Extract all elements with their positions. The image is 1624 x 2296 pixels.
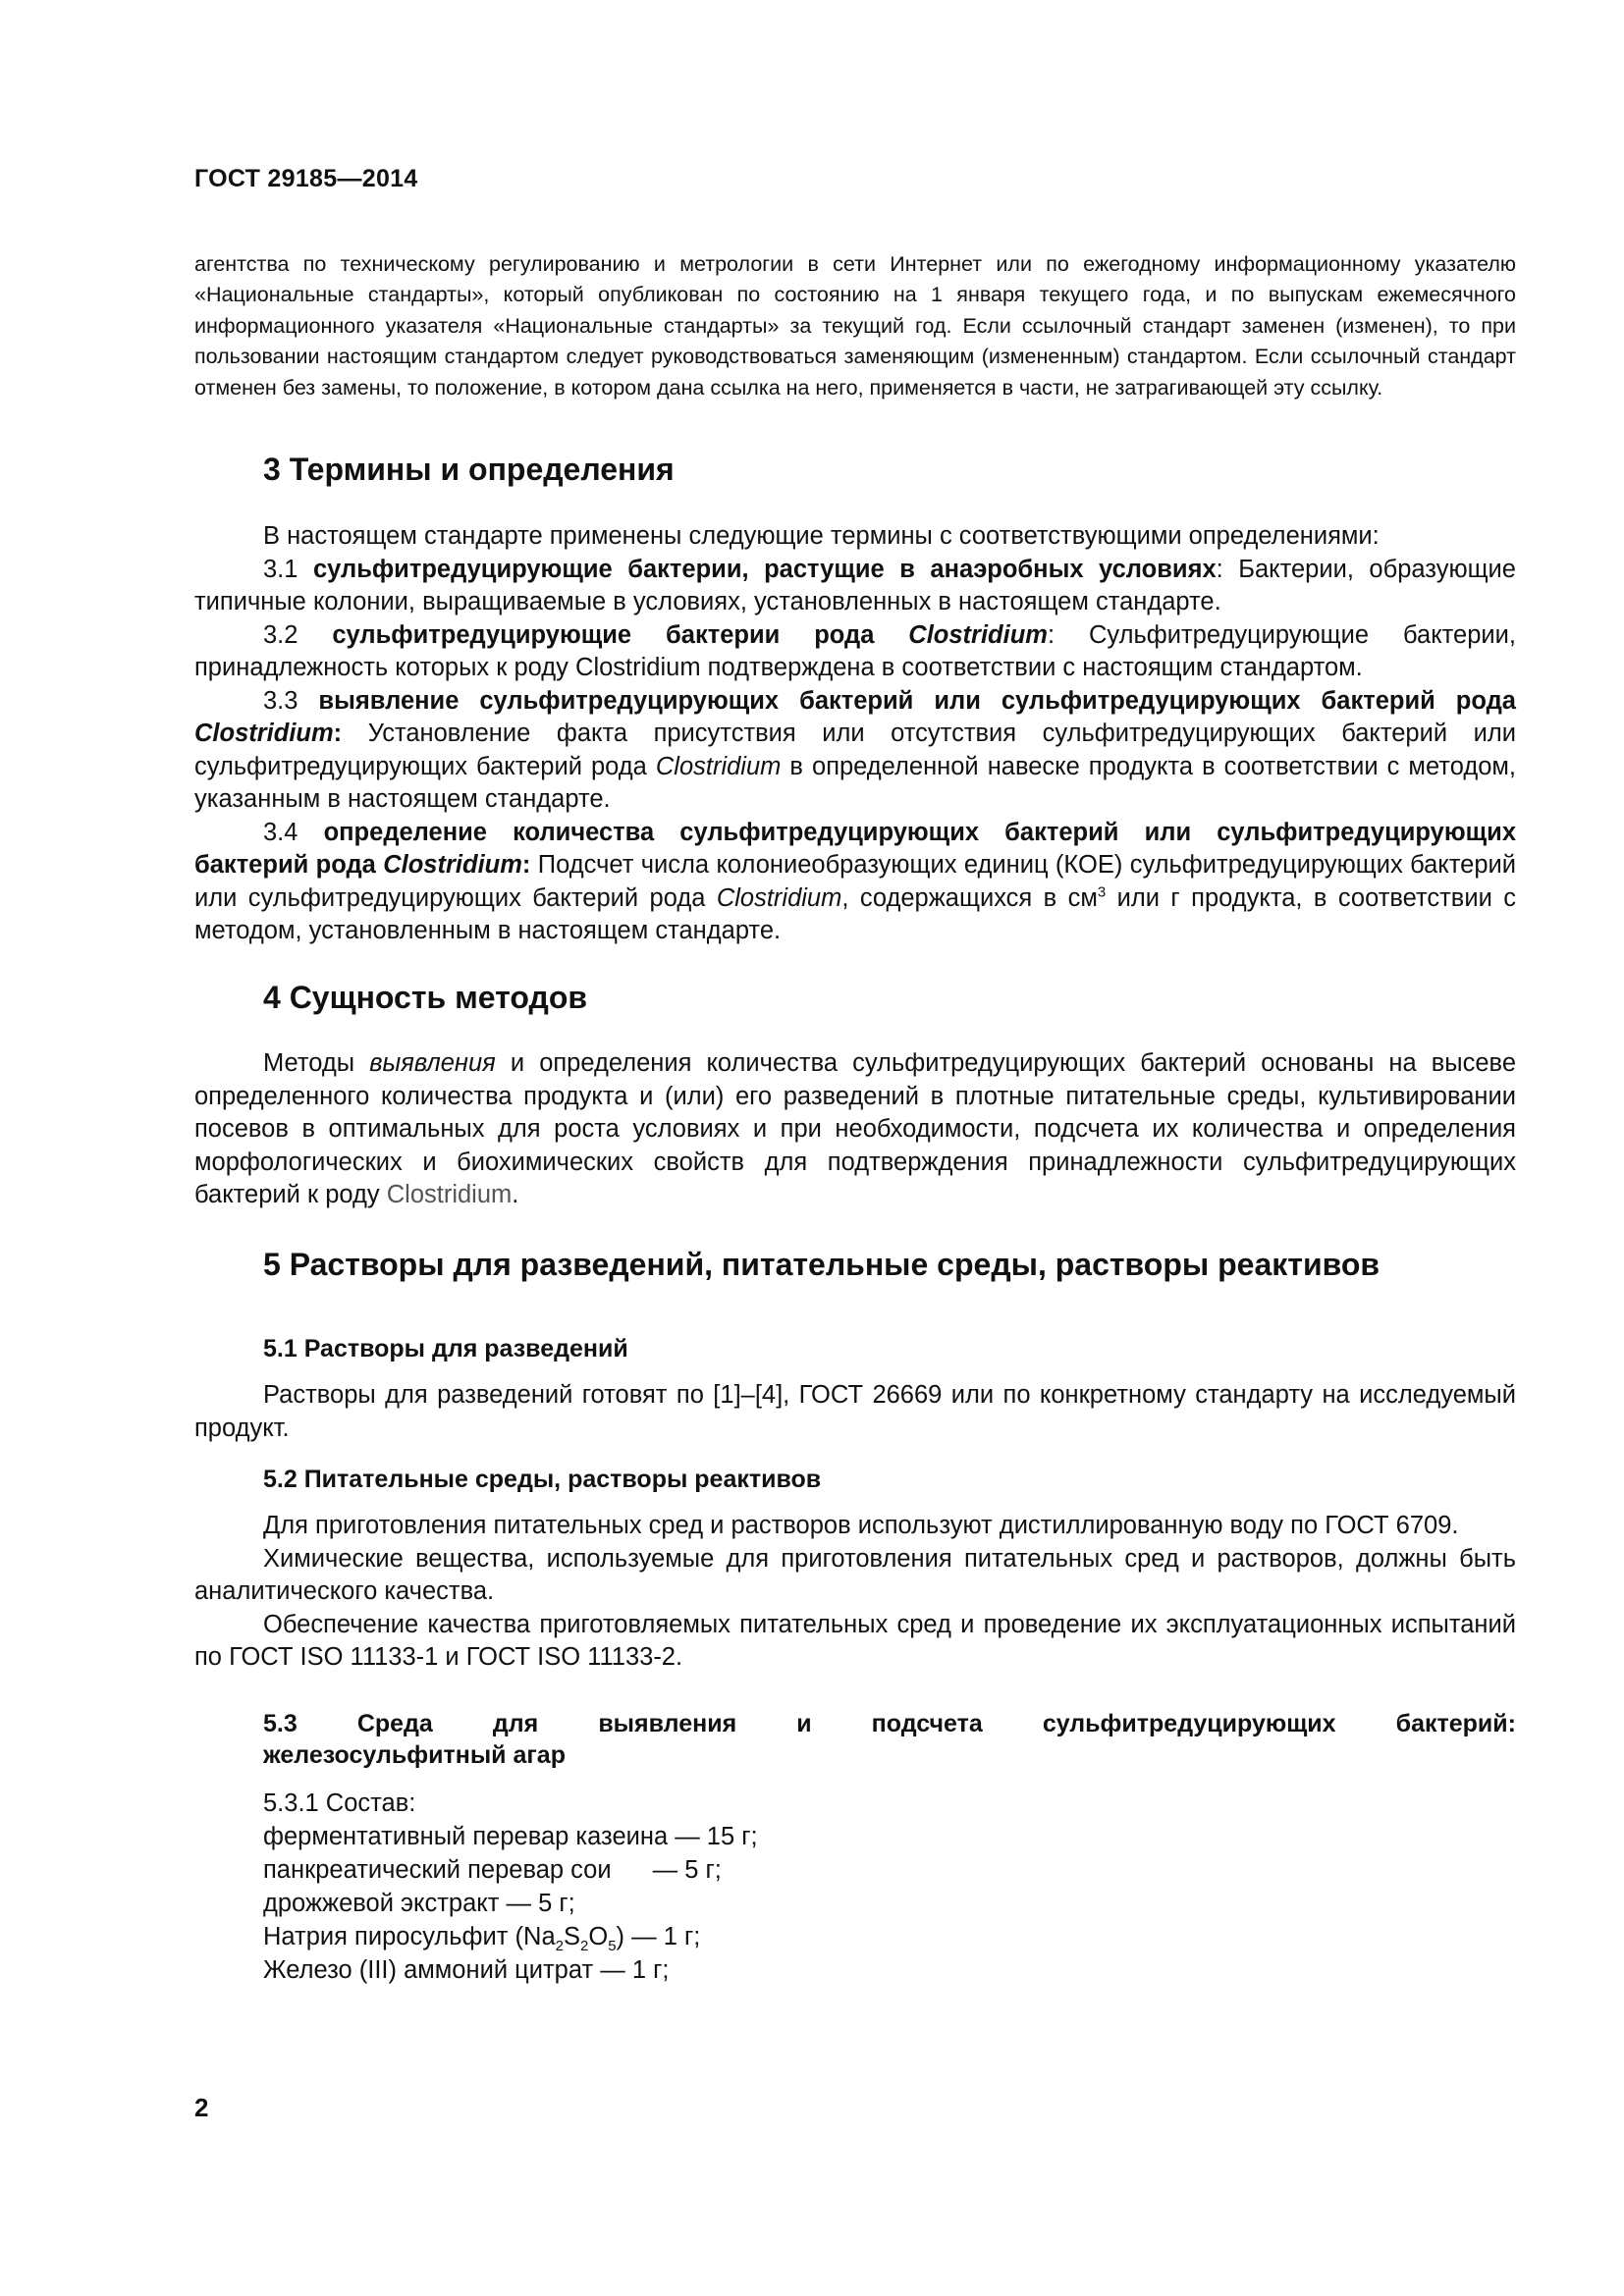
list-item: дрожжевой экстракт — 5 г;: [263, 1890, 575, 1917]
section-3-body: [194, 520, 1516, 948]
section-3-lead: В настоящем стандарте применены следующие термины с соответствующими определениями:: [263, 522, 1380, 550]
section-5-2-paragraph-1: Для приготовления питательных сред и растворов используют дистиллированную воду по ГОСТ 6709.: [263, 1512, 1459, 1539]
term-3-2: 3.2 сульфитредуцирующие бактерии рода Clostridium: Сульфитредуцирующие бактерии, принадлежность которых к роду Clostridium подтверждена в соответствии с настоящим стандартом.: [194, 620, 1516, 681]
document-code-header: ГОСТ 29185—2014: [194, 165, 418, 192]
section-5-1-heading: 5.1 Растворы для разведений: [263, 1335, 628, 1362]
section-4-heading: 4 Сущность методов: [263, 980, 588, 1015]
composition-list: [263, 1787, 758, 1987]
section-3-heading: 3 Термины и определения: [263, 452, 675, 487]
term-3-3: 3.3 выявление сульфитредуцирующих бактерий или сульфитредуцирующих бактерий рода Clostridium: Установление факта присутствия или отсутствия сульфитредуцирующих бактерий или сульфитредуцирующих бактерий рода Clostridium в определенной навеске продукта в соответствии с методом, указанным в настоящем стандарте.: [194, 686, 1516, 813]
section-5-2-paragraph-3: Обеспечение качества приготовляемых питательных сред и проведение их эксплуатационных испытаний по ГОСТ ISO 11133-1 и ГОСТ ISO 11133-2.: [194, 1610, 1516, 1671]
composition-label: 5.3.1 Состав:: [263, 1789, 416, 1817]
section-5-1-body: [194, 1379, 1516, 1445]
term-3-1: 3.1 сульфитредуцирующие бактерии, растущие в анаэробных условиях: Бактерии, образующие типичные колонии, выращиваемые в условиях, установленных в настоящем стандарте.: [194, 555, 1516, 615]
section-5-1-paragraph: Растворы для разведений готовят по [1]–[4], ГОСТ 26669 или по конкретному стандарту на исследуемый продукт.: [194, 1381, 1516, 1442]
page-number: 2: [194, 2093, 209, 2122]
section-5-3-heading: [263, 1708, 1516, 1771]
list-item: ферментативный перевар казеина — 15 г;: [263, 1823, 758, 1850]
section-5-heading: 5 Растворы для разведений, питательные среды, растворы реактивов: [263, 1247, 1380, 1282]
section-5-2-body: [194, 1510, 1516, 1675]
section-5-2-heading: 5.2 Питательные среды, растворы реактивов: [263, 1466, 822, 1493]
section-4-paragraph: Методы выявления и определения количества сульфитредуцирующих бактерий основаны на высеве определенного количества продукта и (или) его разведений в плотные питательные среды, культивировании посевов в оптимальных для роста условиях и при необходимости, подсчета их количества и определения морфологических и биохимических свойств для подтверждения принадлежности сульфитредуцирующих бактерий к роду Clostridium.: [194, 1049, 1516, 1208]
list-item: Железо (III) аммоний цитрат — 1 г;: [263, 1956, 670, 1984]
intro-paragraph: агентства по техническому регулированию и метрологии в сети Интернет или по ежегодному информационному указателю «Национальные стандарты», который опубликован по состоянию на 1 января текущего года, и по выпускам ежемесячного информационного указателя «Национальные стандарты» за текущий год. Если ссылочный стандарт заменен (изменен), то при пользовании настоящим стандартом следует руководствоваться заменяющим (измененным) стандартом. Если ссылочный стандарт отменен без замены, то положение, в котором дана ссылка на него, применяется в части, не затрагивающей эту ссылку.: [194, 251, 1516, 400]
section-5-2-paragraph-2: Химические вещества, используемые для приготовления питательных сред и растворов, должны быть аналитического качества.: [194, 1544, 1516, 1605]
section-5-3-heading-line-2: железосульфитный агар: [263, 1741, 566, 1769]
section-5-3-heading-line-1: 5.3 Среда для выявления и подсчета сульфитредуцирующих бактерий:: [263, 1710, 1516, 1737]
term-3-4: 3.4 определение количества сульфитредуцирующих бактерий или сульфитредуцирующих бактерий рода Clostridium: Подсчет числа колониеобразующих единиц (КОЕ) сульфитредуцирующих бактерий или сульфитредуцирующих бактерий рода Clostridium, содержащихся в $см^3$ или г продукта, в соответствии с методом, установленным в настоящем стандарте.: [194, 818, 1516, 944]
list-item: Натрия пиросульфит $(Na_2S_2O_5)$ — 1 г;: [263, 1923, 701, 1955]
section-4-body: [194, 1047, 1516, 1212]
list-item: панкреатический перевар сои — 5 г;: [263, 1856, 722, 1884]
